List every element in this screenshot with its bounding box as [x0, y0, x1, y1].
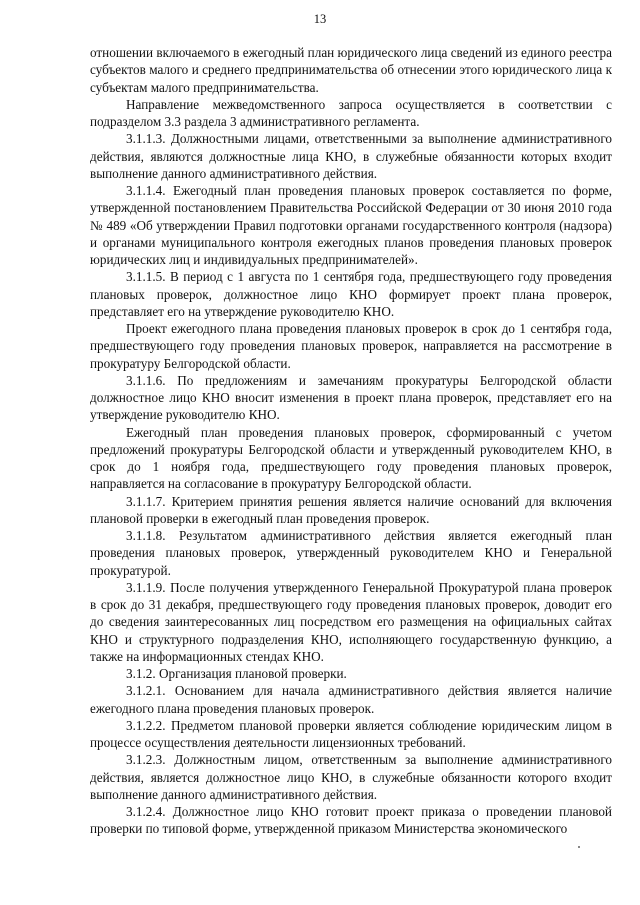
- paragraph-12: 3.1.2. Организация плановой проверки.: [126, 666, 347, 681]
- paragraph-4: 3.1.1.4. Ежегодный план проведения плановых проверок составляется по форме, утвержденной постановлением Правительства Российской Федерации от 30 июня 2010 года № 489 «Об утверждении Правил подготовки органами государственного контроля (надзора) и органами муниципального контроля ежегодных планов проведения плановых проверок юридических лиц и индивидуальных предпринимателей».: [90, 183, 612, 267]
- paragraph-5: 3.1.1.5. В период с 1 августа по 1 сентября года, предшествующего году проведения плановых проверок, должностное лицо КНО формирует проект плана проверок, представляет его на утверждение руководителю КНО.: [90, 269, 612, 319]
- paragraph-2: Направление межведомственного запроса осуществляется в соответствии с подразделом 3.3 раздела 3 административного регламента.: [90, 96, 612, 129]
- paragraph-16: 3.1.2.4. Должностное лицо КНО готовит проект приказа о проведении плановой проверки по типовой форме, утвержденной приказом Министерства экономического: [90, 804, 612, 837]
- paragraph-13: 3.1.2.1. Основанием для начала административного действия является наличие ежегодного плана проведения плановых проверок.: [90, 683, 612, 716]
- paragraph-3: 3.1.1.3. Должностными лицами, ответственными за выполнение административного действия, являются должностные лица КНО, в служебные обязанности которых входит выполнение данного административного действия.: [90, 131, 612, 181]
- paragraph-9: 3.1.1.7. Критерием принятия решения является наличие оснований для включения плановой проверки в ежегодный план проведения проверок.: [90, 493, 612, 526]
- paragraph-15: 3.1.2.3. Должностным лицом, ответственным за выполнение административного действия, является должностное лицо КНО, в служебные обязанности которого входит выполнение данного административного действия.: [90, 752, 612, 802]
- paragraph-14: 3.1.2.2. Предметом плановой проверки является соблюдение юридическим лицом в процессе осуществления деятельности лицензионных требований.: [90, 717, 612, 750]
- document-body: [90, 44, 612, 838]
- paragraph-8: Ежегодный план проведения плановых проверок, сформированный с учетом предложений прокуратуры Белгородской области и утвержденный руководителем КНО, в срок до 1 ноября года, предшествующего году проведения плановых проверок, направляется на согласование в прокуратуру Белгородской области.: [90, 424, 612, 492]
- paragraph-6: Проект ежегодного плана проведения плановых проверок в срок до 1 сентября года, предшествующего году проведения плановых проверок, направляется на рассмотрение в прокуратуру Белгородской области.: [90, 321, 612, 371]
- paragraph-11: 3.1.1.9. После получения утвержденного Генеральной Прокуратурой плана проверок в срок до 31 декабря, предшествующего году проведения плановых проверок, доводит его до сведения заинтересованных лиц посредством его размещения на официальных сайтах КНО и структурного подразделения КНО, исполняющего государственную функцию, а также на информационных стендах КНО.: [90, 579, 612, 664]
- paragraph-7: 3.1.1.6. По предложениям и замечаниям прокуратуры Белгородской области должностное лицо КНО вносит изменения в проект плана проверок, представляет его на утверждение руководителю КНО.: [90, 372, 612, 423]
- page-number: 13: [313, 12, 327, 26]
- scan-speck: [578, 846, 580, 848]
- paragraph-10: 3.1.1.8. Результатом административного действия является ежегодный план проведения плановых проверок, утвержденный руководителем КНО и Генеральной прокуратурой.: [90, 528, 612, 578]
- paragraph-1: отношении включаемого в ежегодный план юридического лица сведений из единого реестра субъектов малого и среднего предпринимательства об отнесении этого юридического лица к субъектам малого предпринимательства.: [90, 45, 612, 95]
